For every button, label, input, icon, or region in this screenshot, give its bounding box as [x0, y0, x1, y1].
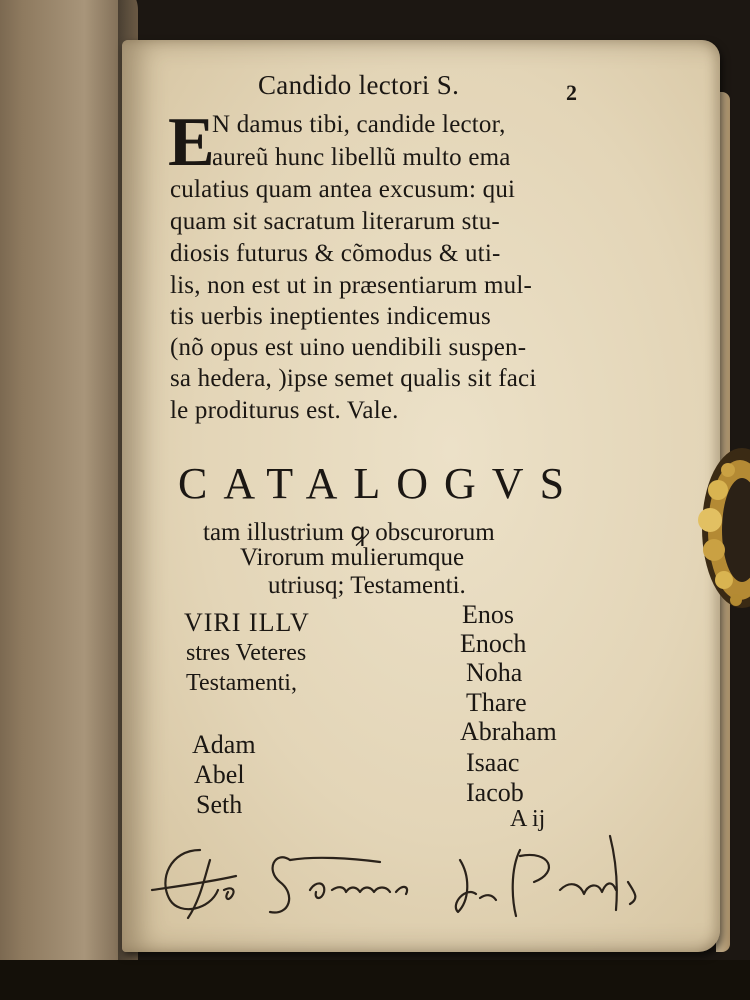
name-entry: Seth — [196, 790, 243, 819]
gilt-clasp-icon — [680, 430, 750, 630]
paragraph-line: N damus tibi, candide lector, — [212, 111, 506, 138]
name-entry: Enos — [462, 600, 514, 629]
catalog-subtitle-line: utriusq; Testamenti. — [268, 572, 466, 599]
catalog-subtitle-line: tam illustrium ꝙ obscurorum — [203, 519, 495, 546]
paragraph-line: diosis futurus & cõmodus & uti- — [170, 240, 501, 267]
column-heading-line: VIRI ILLV — [184, 608, 310, 637]
column-heading-line: Testamenti, — [186, 670, 297, 696]
name-entry: Abel — [194, 760, 245, 789]
name-entry: Iacob — [466, 778, 524, 807]
paragraph-line: (nõ opus est uino uendibili suspen- — [170, 334, 527, 361]
name-entry: Adam — [192, 730, 256, 759]
paragraph-line: quam sit sacratum literarum stu- — [170, 208, 500, 235]
table-surface — [0, 960, 750, 1000]
paragraph-line: le proditurus est. Vale. — [170, 397, 399, 424]
paragraph-line: sa hedera, )ipse semet qualis sit faci — [170, 365, 537, 392]
paragraph-line: aureũ hunc libellũ multo ema — [212, 144, 511, 171]
page-heading: Candido lectori S. — [258, 70, 460, 100]
name-entry: Noha — [466, 658, 523, 687]
name-entry: Enoch — [460, 629, 527, 658]
folio-number: 2 — [566, 80, 577, 105]
handwritten-signature — [140, 820, 660, 930]
catalog-subtitle-line: Virorum mulierumque — [240, 544, 465, 571]
paragraph-line: culatius quam antea excusum: qui — [170, 176, 516, 203]
drop-initial: E — [168, 104, 215, 181]
column-heading-line: stres Veteres — [186, 640, 307, 666]
signature-mark: A ij — [510, 806, 546, 832]
name-entry: Abraham — [460, 717, 557, 746]
paragraph-line: lis, non est ut in præsentiarum mul- — [170, 272, 533, 299]
name-entry: Thare — [466, 688, 527, 717]
paragraph-line: tis uerbis ineptientes indicemus — [170, 303, 491, 330]
catalog-title: CATALOGVS — [178, 459, 581, 508]
name-entry: Isaac — [466, 748, 520, 777]
